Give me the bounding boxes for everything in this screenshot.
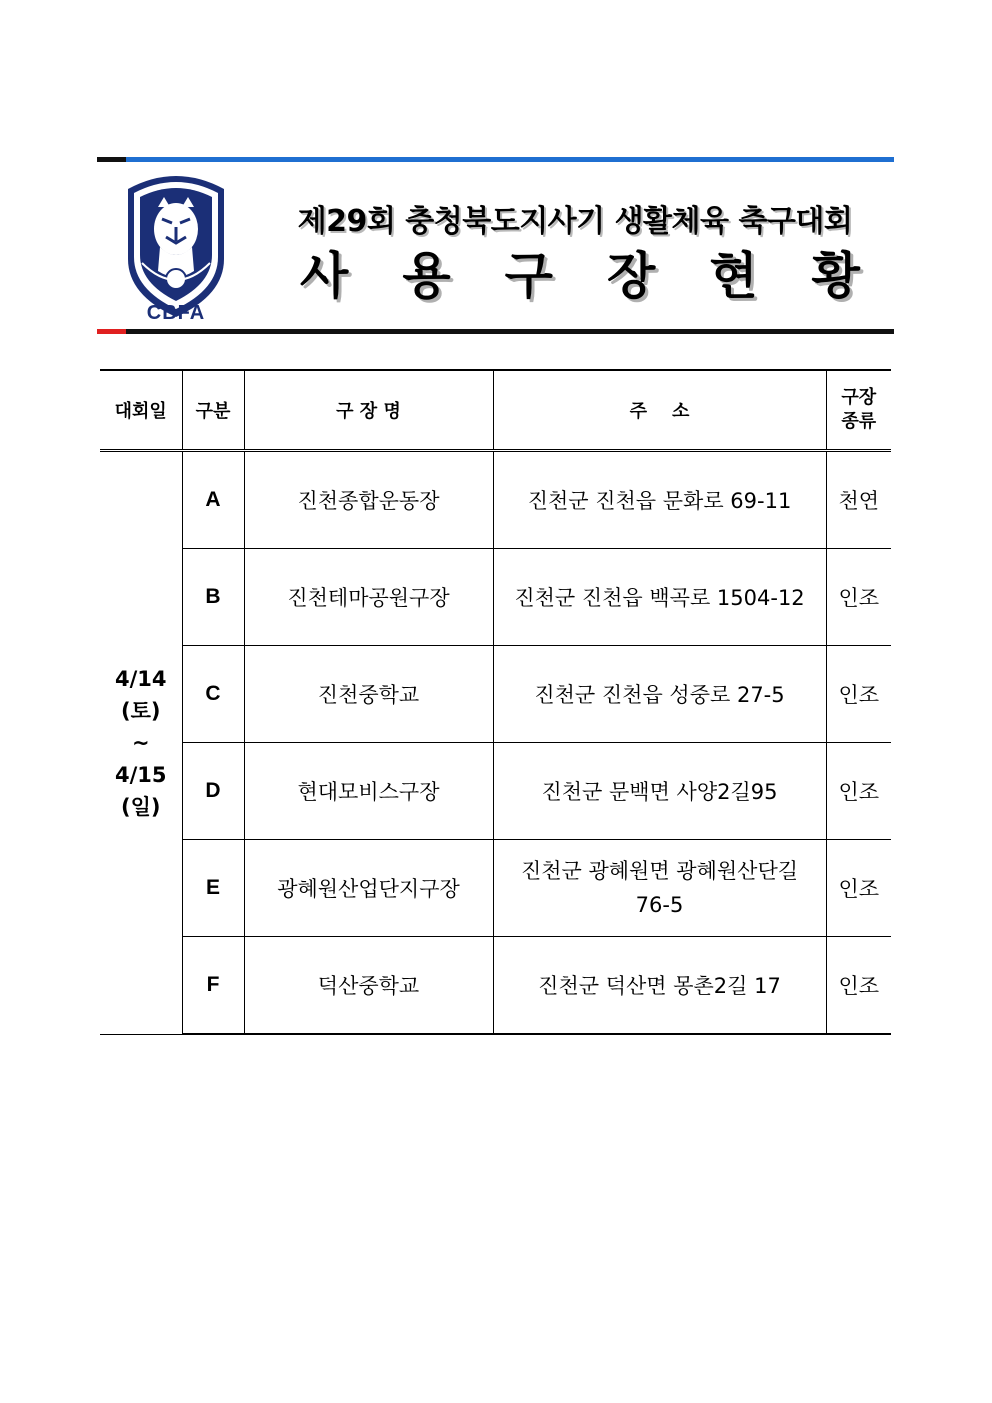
logo-text: CBFA	[146, 302, 206, 324]
header-bar-red	[97, 329, 126, 334]
venue-address: 진천군 덕산면 몽촌2길 17	[493, 937, 826, 1035]
header-type-line2: 종류	[841, 411, 877, 432]
date-line: 4/14	[114, 666, 167, 691]
venue-type: 인조	[826, 840, 891, 937]
venue-address: 진천군 진천읍 성중로 27-5	[493, 646, 826, 743]
date-line: (토)	[121, 698, 161, 723]
venue-type: 천연	[826, 451, 891, 549]
venue-name: 진천종합운동장	[244, 451, 493, 549]
table-row	[100, 646, 891, 743]
division-code: E	[182, 840, 244, 937]
venue-name: 진천중학교	[244, 646, 493, 743]
title-char: 현	[709, 247, 758, 305]
date-cell	[100, 451, 182, 1035]
header-date: 대회일	[100, 370, 182, 451]
header-bar-blue	[126, 157, 894, 162]
header-address: 주 소	[493, 370, 826, 451]
date-line: (일)	[121, 794, 161, 819]
venue-type: 인조	[826, 743, 891, 840]
table-row	[100, 549, 891, 646]
division-code: D	[182, 743, 244, 840]
header-division: 구분	[182, 370, 244, 451]
title-char: 구	[504, 247, 553, 305]
header-bar-black-bottom	[126, 329, 894, 334]
venue-name: 덕산중학교	[244, 937, 493, 1035]
table-row	[100, 743, 891, 840]
header-venue: 구 장 명	[244, 370, 493, 451]
venue-name: 현대모비스구장	[244, 743, 493, 840]
venue-address-line2: 76-5	[635, 893, 684, 917]
venue-name: 진천테마공원구장	[244, 549, 493, 646]
division-code: A	[182, 451, 244, 549]
venue-type: 인조	[826, 549, 891, 646]
table-header-row	[100, 370, 891, 451]
date-line: 4/15	[114, 762, 167, 787]
header-bar-black	[97, 157, 126, 162]
date-line: ~	[131, 730, 150, 755]
venue-address	[493, 840, 826, 937]
title-char: 용	[402, 247, 451, 305]
title-line-1: 제29회 충청북도지사기 생활체육 축구대회	[297, 204, 853, 239]
division-code: C	[182, 646, 244, 743]
venue-type: 인조	[826, 937, 891, 1035]
venue-table	[100, 369, 891, 1035]
venue-address: 진천군 진천읍 문화로 69-11	[493, 451, 826, 549]
table-row	[100, 840, 891, 937]
header-type	[826, 370, 891, 451]
title-char: 사	[300, 247, 349, 305]
table-row	[100, 451, 891, 549]
header-type-line1: 구장	[841, 387, 877, 408]
venue-address: 진천군 진천읍 백곡로 1504-12	[493, 549, 826, 646]
venue-address: 진천군 문백면 사양2길95	[493, 743, 826, 840]
division-code: F	[182, 937, 244, 1035]
venue-name: 광혜원산업단지구장	[244, 840, 493, 937]
venue-address-line1: 진천군 광혜원면 광혜원산단길	[520, 859, 799, 883]
division-code: B	[182, 549, 244, 646]
title-char: 장	[606, 247, 656, 305]
title-char: 황	[811, 247, 860, 305]
title-line-2	[300, 236, 860, 308]
venue-type: 인조	[826, 646, 891, 743]
table-row	[100, 937, 891, 1035]
